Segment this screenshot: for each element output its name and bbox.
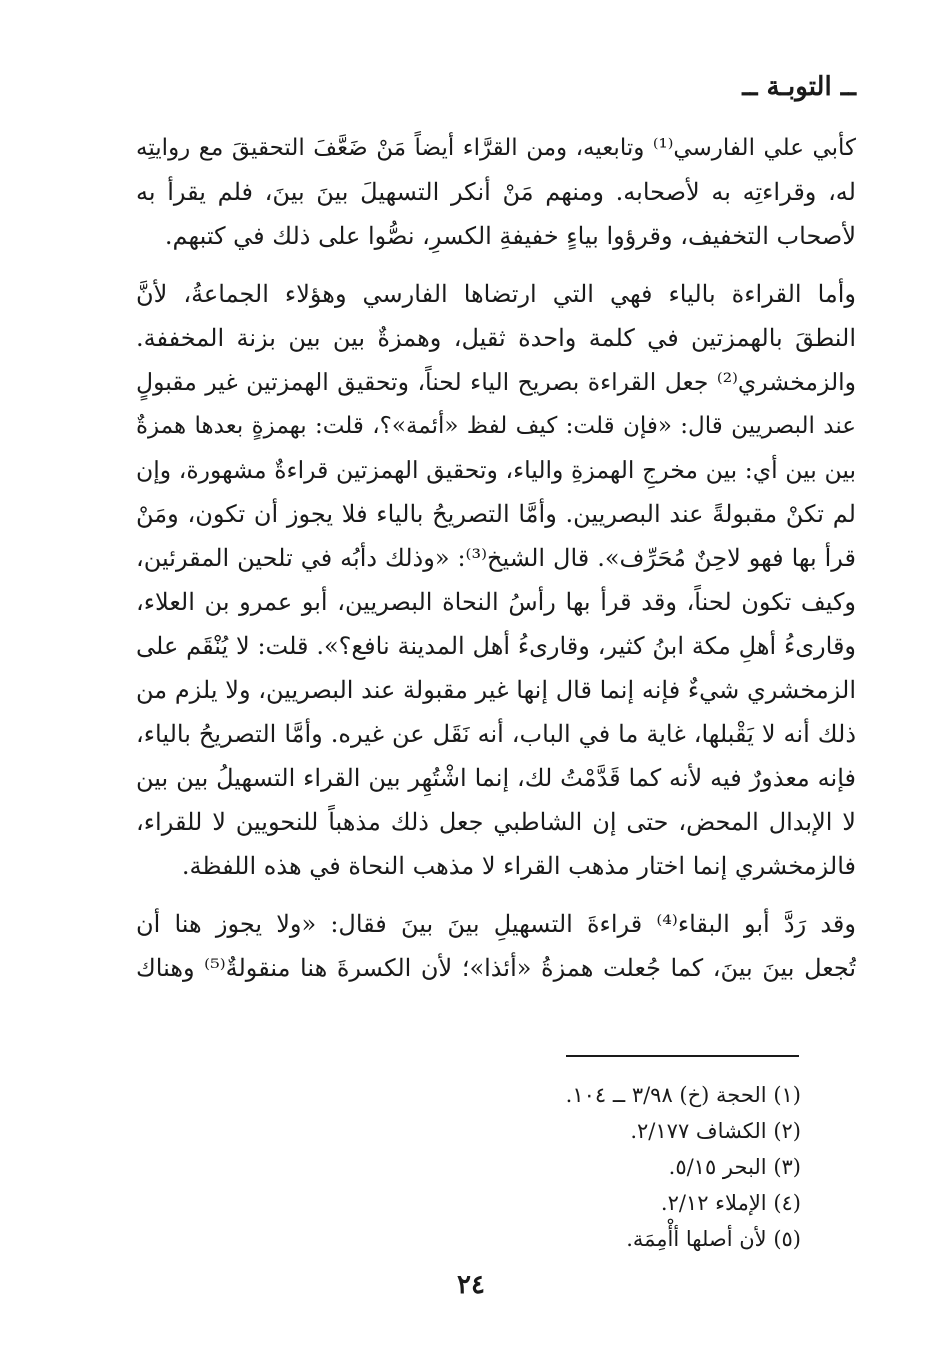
main-text (136, 126, 856, 990)
text-line: عند البصريين قال: «فإن قلت: كيف لفظ «أئمة»؟، قلت: بهمزةٍ بعدها همزةٌ (136, 413, 856, 439)
footnote: (٢) الكشاف ٢/١٧٧. (630, 1119, 801, 1143)
text-line: كأبي علي الفارسي⁽¹⁾ وتابعيه، ومن القرَّاء أيضاً مَنْ ضَعَّفَ التحقيقَ مع روايتِه (136, 135, 856, 161)
text-line: وكيف تكون لحناً، وقد قرأ بها رأسُ النحاة البصريين، أبو عمرو بن العلاء، (136, 588, 856, 616)
text-line: فإنه معذورٌ فيه لأنه كما قَدَّمْتُ لك، إنما اشْتُهِر بين القراء التسهيلُ بين بين (136, 764, 856, 792)
running-header: ــ التوبـة ــ (742, 72, 856, 102)
footnote: (٣) البحر ٥/١٥. (668, 1155, 801, 1179)
paragraph-2 (136, 272, 856, 888)
text-line: والزمخشري⁽²⁾ جعل القراءة بصريح الياء لحناً، وتحقيق الهمزتين غير مقبولٍ (136, 368, 856, 396)
text-line: له، وقراءتِه به لأصحابه. ومنهم مَنْ أنكر التسهيلَ بينَ بينَ، فلم يقرأ به (136, 178, 856, 206)
text-line: تُجعل بينَ بينَ، كما جُعلت همزةُ «أئذا»؛ لأن الكسرةَ هنا منقولةٌ⁽⁵⁾ وهناك (136, 954, 856, 982)
footnote: (٤) الإملاء ٢/١٢. (660, 1191, 801, 1215)
text-line: الزمخشري شيءٌ فإنه إنما قال إنها غير مقبولة عند البصريين، ولا يلزم من (136, 676, 856, 704)
text-line: وقد رَدَّ أبو البقاء⁽⁴⁾ قراءةَ التسهيلِ بينَ بينَ فقال: «ولا يجوز هنا أن (136, 910, 856, 938)
page-number: ٢٤ (457, 1270, 485, 1300)
paragraph-1 (136, 126, 856, 258)
text-line: بين بين أي: بين مخرجِ الهمزةِ والياء، وتحقيق الهمزتين قراءةٌ مشهورة، وإن (136, 456, 856, 484)
text-line: وقارىءُ أهلِ مكة ابنُ كثير، وقارىءُ أهل المدينة نافع؟». قلت: لا يُنْقَم على (136, 632, 856, 660)
text-line: قرأ بها فهو لاحِنٌ مُحَرِّف». قال الشيخ⁽³⁾: «وذلك دأبُه في تلحين المقرئين، (136, 544, 856, 572)
text-line: فالزمخشري إنما اختار مذهب القراء لا مذهب النحاة في هذه اللفظة. (181, 852, 856, 880)
text-line: النطقَ بالهمزتين في كلمة واحدة ثقيل، وهمزةٌ بين بين بزنة المخففة. (136, 324, 856, 352)
text-line: لا الإبدال المحض، حتى إن الشاطبي جعل ذلك مذهباً للنحويين لا للقراء، (136, 808, 856, 836)
footnotes (381, 1077, 801, 1257)
text-line: لأصحاب التخفيف، وقرؤوا بياءٍ خفيفةِ الكسرِ، نصُّوا على ذلك في كتبهم. (164, 222, 856, 250)
text-line: ذلك أنه لا يَقْبلها، غاية ما في الباب، أنه نَقَل عن غيره. وأمَّا التصريحُ بالياء، (136, 720, 856, 748)
text-line: وأما القراءة بالياء فهي التي ارتضاها الفارسي وهؤلاء الجماعةُ، لأنَّ (136, 280, 856, 308)
footnote-separator (566, 1055, 799, 1057)
footnote: (٥) لأن أصلها أأْمِمَة. (626, 1227, 801, 1251)
text-line: لم تكنْ مقبولةً عند البصريين. وأمَّا التصريحُ بالياء فلا يجوز أن تكون، ومَنْ (136, 500, 856, 528)
paragraph-3 (136, 902, 856, 990)
footnote: (١) الحجة (خ) ٣/٩٨ ــ ١٠٤. (565, 1083, 801, 1107)
